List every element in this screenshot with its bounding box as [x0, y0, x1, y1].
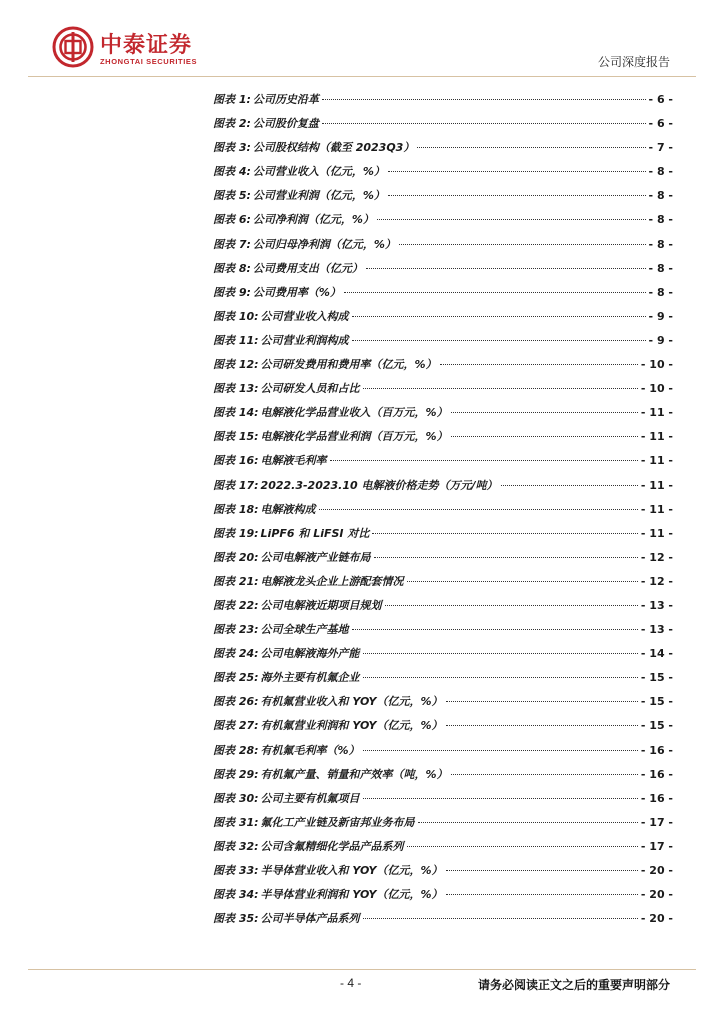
toc-entry[interactable] — [213, 790, 673, 814]
toc-entry-title: 公司营业收入（亿元，%） — [252, 165, 385, 179]
toc-entry-page: - 11 - — [640, 454, 673, 468]
company-logo — [52, 26, 232, 70]
toc-entry-title: 半导体营业收入和 YOY（亿元，%） — [260, 864, 443, 877]
toc-entry-page: - 8 - — [648, 189, 673, 203]
toc-entry-label: 图表 4: — [213, 165, 251, 179]
toc-dot-leader — [352, 629, 638, 630]
toc-entry[interactable] — [213, 597, 673, 621]
toc-entry[interactable] — [213, 862, 673, 886]
toc-entry-title: 公司归母净利润（亿元，%） — [252, 237, 396, 251]
toc-entry-page: - 11 - — [640, 478, 673, 492]
toc-entry-title: 氟化工产业链及新宙邦业务布局 — [260, 815, 415, 829]
toc-entry[interactable] — [213, 91, 673, 115]
toc-entry[interactable] — [213, 428, 673, 452]
toc-entry-page: - 16 - — [640, 767, 673, 781]
toc-entry-title: 海外主要有机氟企业 — [260, 671, 360, 685]
toc-entry-label: 图表 17: — [213, 478, 259, 492]
toc-dot-leader — [446, 701, 638, 702]
footer-divider — [28, 969, 696, 970]
toc-entry-page: - 20 - — [640, 912, 673, 926]
toc-entry-label: 图表 1: — [213, 93, 251, 106]
toc-entry[interactable] — [213, 814, 673, 838]
toc-dot-leader — [417, 147, 645, 148]
toc-entry[interactable] — [213, 742, 673, 766]
toc-entry-page: - 20 - — [640, 864, 673, 877]
toc-entry-label: 图表 21: — [213, 574, 259, 588]
toc-entry-title: 电解液化学品营业收入（百万元，%） — [260, 406, 448, 420]
toc-dot-leader — [385, 605, 638, 606]
figure-list — [213, 91, 673, 934]
toc-dot-leader — [330, 460, 638, 461]
toc-entry-page: - 11 - — [640, 430, 673, 444]
toc-entry-title: 公司营业利润构成 — [260, 333, 349, 347]
toc-entry-label: 图表 14: — [213, 406, 259, 420]
toc-entry[interactable] — [213, 766, 673, 790]
toc-entry[interactable] — [213, 501, 673, 525]
toc-dot-leader — [446, 870, 638, 871]
toc-entry[interactable] — [213, 838, 673, 862]
toc-entry-page: - 16 - — [640, 791, 673, 805]
toc-entry[interactable] — [213, 236, 673, 260]
toc-entry-page: - 7 - — [648, 141, 673, 155]
toc-dot-leader — [344, 292, 646, 293]
toc-entry-title: 有机氟营业收入和 YOY（亿元，%） — [260, 695, 443, 709]
toc-entry-label: 图表 7: — [213, 237, 251, 251]
toc-entry[interactable] — [213, 211, 673, 235]
toc-entry-label: 图表 5: — [213, 189, 251, 203]
toc-entry-page: - 10 - — [640, 358, 673, 372]
toc-entry-page: - 9 - — [648, 333, 673, 347]
toc-entry-label: 图表 18: — [213, 502, 259, 516]
toc-entry-label: 图表 35: — [213, 912, 259, 926]
logo-chinese-name: 中泰证券 — [100, 33, 193, 58]
logo-mark-icon — [52, 26, 94, 68]
toc-dot-leader — [363, 388, 638, 389]
toc-entry-label: 图表 25: — [213, 671, 259, 685]
toc-entry[interactable] — [213, 139, 673, 163]
toc-entry[interactable] — [213, 260, 673, 284]
toc-dot-leader — [319, 509, 638, 510]
header-divider — [28, 76, 696, 77]
toc-entry-title: 公司营业收入构成 — [260, 309, 349, 323]
toc-entry-title: 有机氟营业利润和 YOY（亿元，%） — [260, 719, 443, 733]
toc-dot-leader — [451, 436, 638, 437]
toc-entry-label: 图表 6: — [213, 213, 251, 227]
toc-entry-label: 图表 11: — [213, 333, 259, 347]
toc-entry-page: - 8 - — [648, 237, 673, 251]
toc-dot-leader — [388, 195, 646, 196]
toc-entry[interactable] — [213, 669, 673, 693]
toc-dot-leader — [388, 171, 646, 172]
disclaimer-text: 请务必阅读正文之后的重要声明部分 — [477, 978, 670, 992]
toc-entry[interactable] — [213, 477, 673, 501]
toc-entry[interactable] — [213, 404, 673, 428]
toc-entry-title: 公司股权结构（截至 2023Q3） — [252, 141, 415, 155]
toc-entry-page: - 14 - — [640, 647, 673, 661]
toc-entry[interactable] — [213, 356, 673, 380]
toc-entry-page: - 8 - — [648, 165, 673, 179]
toc-entry-label: 图表 30: — [213, 791, 259, 805]
toc-entry-title: 公司净利润（亿元，%） — [252, 213, 374, 227]
toc-entry-page: - 13 - — [640, 598, 673, 612]
toc-entry-page: - 15 - — [640, 695, 673, 709]
toc-entry-label: 图表 28: — [213, 743, 259, 757]
toc-dot-leader — [451, 774, 638, 775]
toc-dot-leader — [501, 485, 638, 486]
toc-entry-label: 图表 34: — [213, 888, 259, 902]
toc-entry[interactable] — [213, 549, 673, 573]
toc-entry-page: - 11 - — [640, 406, 673, 420]
toc-entry-page: - 11 - — [640, 526, 673, 540]
toc-entry-title: 公司股价复盘 — [252, 117, 319, 131]
toc-entry-page: - 12 - — [640, 550, 673, 564]
toc-dot-leader — [352, 340, 646, 341]
toc-entry-label: 图表 13: — [213, 382, 259, 396]
toc-dot-leader — [374, 557, 638, 558]
toc-dot-leader — [322, 99, 646, 100]
toc-entry-title: 公司费用率（%） — [252, 285, 341, 299]
toc-entry-title: 电解液毛利率 — [260, 454, 327, 468]
toc-dot-leader — [363, 653, 638, 654]
toc-dot-leader — [366, 268, 646, 269]
toc-entry-label: 图表 32: — [213, 839, 259, 853]
toc-entry-title: 2022.3-2023.10 电解液价格走势（万元/吨） — [260, 478, 498, 492]
toc-entry-title: 公司电解液近期项目规划 — [260, 598, 382, 612]
toc-entry[interactable] — [213, 573, 673, 597]
toc-entry-page: - 8 - — [648, 213, 673, 227]
toc-entry-title: 公司电解液产业链布局 — [260, 550, 371, 564]
toc-entry-label: 图表 3: — [213, 141, 251, 155]
toc-dot-leader — [418, 822, 638, 823]
toc-entry-label: 图表 29: — [213, 767, 259, 781]
toc-entry-title: LiPF6 和 LiFSI 对比 — [260, 526, 370, 540]
toc-entry-title: 公司营业利润（亿元，%） — [252, 189, 385, 203]
toc-entry-title: 公司电解液海外产能 — [260, 647, 360, 661]
toc-entry-label: 图表 23: — [213, 623, 259, 637]
toc-entry[interactable] — [213, 621, 673, 645]
toc-entry-page: - 6 - — [648, 117, 673, 131]
toc-entry-page: - 11 - — [640, 502, 673, 516]
toc-entry[interactable] — [213, 452, 673, 476]
toc-entry-label: 图表 31: — [213, 815, 259, 829]
toc-entry-label: 图表 19: — [213, 526, 259, 540]
toc-entry[interactable] — [213, 910, 673, 934]
toc-entry[interactable] — [213, 163, 673, 187]
toc-entry-label: 图表 15: — [213, 430, 259, 444]
toc-entry[interactable] — [213, 284, 673, 308]
logo-english-name: ZHONGTAI SECURITIES — [100, 57, 198, 66]
toc-entry-title: 公司含氟精细化学品产品系列 — [260, 839, 404, 853]
toc-dot-leader — [352, 316, 646, 317]
toc-entry[interactable] — [213, 525, 673, 549]
toc-entry-label: 图表 24: — [213, 647, 259, 661]
toc-dot-leader — [446, 894, 638, 895]
toc-dot-leader — [451, 412, 638, 413]
toc-entry-page: - 15 - — [640, 671, 673, 685]
toc-entry-title: 公司主要有机氟项目 — [260, 791, 360, 805]
toc-dot-leader — [363, 750, 638, 751]
toc-entry-page: - 6 - — [648, 93, 673, 106]
toc-entry[interactable] — [213, 308, 673, 332]
toc-entry-title: 电解液化学品营业利润（百万元，%） — [260, 430, 448, 444]
toc-dot-leader — [363, 798, 638, 799]
toc-entry[interactable] — [213, 115, 673, 139]
toc-dot-leader — [322, 123, 646, 124]
toc-entry[interactable] — [213, 380, 673, 404]
toc-entry-label: 图表 20: — [213, 550, 259, 564]
toc-entry-page: - 8 - — [648, 261, 673, 275]
toc-dot-leader — [440, 364, 638, 365]
toc-entry-label: 图表 2: — [213, 117, 251, 131]
toc-dot-leader — [363, 677, 638, 678]
toc-entry-title: 电解液构成 — [260, 502, 316, 516]
toc-entry[interactable] — [213, 693, 673, 717]
toc-entry[interactable] — [213, 645, 673, 669]
toc-dot-leader — [399, 244, 646, 245]
toc-entry-title: 公司半导体产品系列 — [260, 912, 360, 926]
toc-entry-title: 有机氟产量、销量和产效率（吨，%） — [260, 767, 448, 781]
toc-dot-leader — [372, 533, 638, 534]
toc-entry-page: - 8 - — [648, 285, 673, 299]
report-type-label: 公司深度报告 — [597, 55, 670, 69]
toc-entry[interactable] — [213, 886, 673, 910]
toc-entry-label: 图表 22: — [213, 598, 259, 612]
toc-entry-page: - 17 - — [640, 839, 673, 853]
toc-entry-page: - 9 - — [648, 309, 673, 323]
toc-entry-page: - 20 - — [640, 888, 673, 902]
toc-entry-label: 图表 12: — [213, 358, 259, 372]
toc-entry[interactable] — [213, 187, 673, 211]
toc-entry[interactable] — [213, 717, 673, 741]
toc-entry-label: 图表 27: — [213, 719, 259, 733]
toc-entry-title: 公司全球生产基地 — [260, 623, 349, 637]
toc-dot-leader — [377, 219, 646, 220]
toc-entry-label: 图表 10: — [213, 309, 259, 323]
toc-entry-label: 图表 33: — [213, 864, 259, 877]
toc-entry-label: 图表 16: — [213, 454, 259, 468]
toc-entry-page: - 16 - — [640, 743, 673, 757]
toc-entry-title: 公司研发人员和占比 — [260, 382, 360, 396]
toc-entry-label: 图表 26: — [213, 695, 259, 709]
toc-entry-title: 公司研发费用和费用率（亿元，%） — [260, 358, 437, 372]
toc-entry-label: 图表 8: — [213, 261, 251, 275]
toc-entry-label: 图表 9: — [213, 285, 251, 299]
toc-entry-title: 半导体营业利润和 YOY（亿元，%） — [260, 888, 443, 902]
toc-entry-page: - 15 - — [640, 719, 673, 733]
page-number: - 4 - — [340, 976, 362, 990]
page-header — [0, 0, 724, 80]
toc-entry-page: - 17 - — [640, 815, 673, 829]
toc-entry-title: 公司历史沿革 — [252, 93, 319, 106]
toc-dot-leader — [446, 725, 638, 726]
toc-entry-title: 公司费用支出（亿元） — [252, 261, 363, 275]
toc-dot-leader — [363, 918, 638, 919]
toc-entry[interactable] — [213, 332, 673, 356]
toc-entry-page: - 12 - — [640, 574, 673, 588]
toc-entry-title: 电解液龙头企业上游配套情况 — [260, 574, 404, 588]
toc-dot-leader — [407, 581, 638, 582]
toc-entry-title: 有机氟毛利率（%） — [260, 743, 360, 757]
toc-entry-page: - 13 - — [640, 623, 673, 637]
toc-entry-page: - 10 - — [640, 382, 673, 396]
toc-dot-leader — [407, 846, 638, 847]
